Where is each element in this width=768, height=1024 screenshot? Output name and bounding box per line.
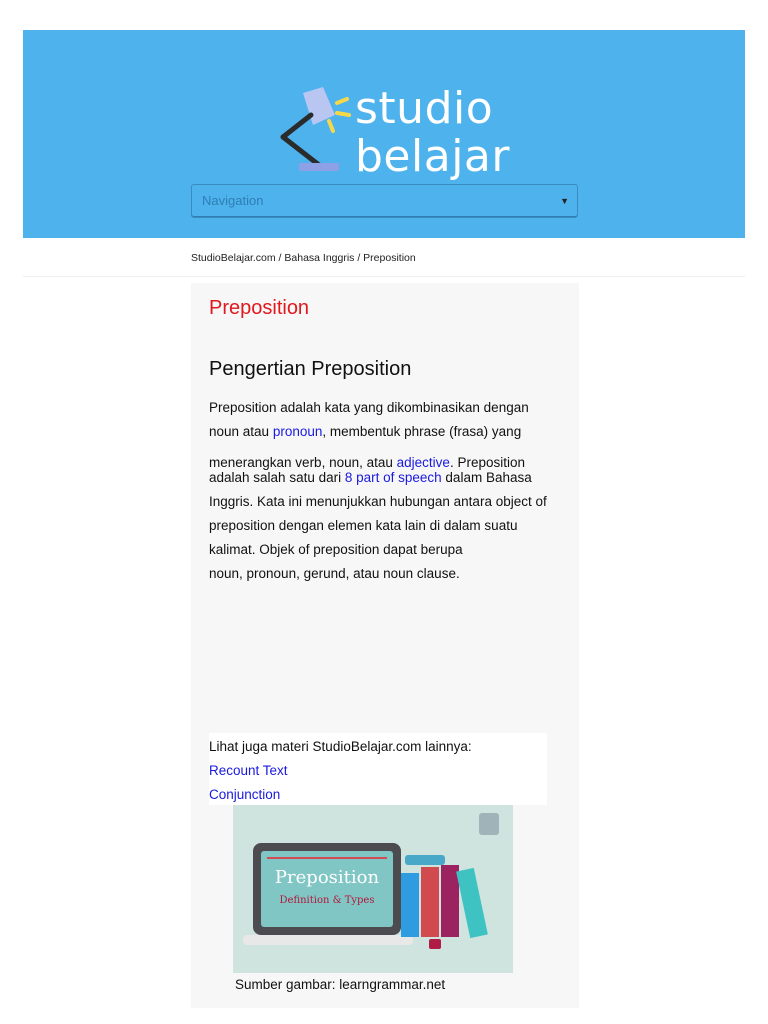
- chevron-down-icon: ▼: [560, 196, 569, 206]
- preposition-illustration: [233, 805, 513, 973]
- image-caption: Sumber gambar: learngrammar.net: [235, 977, 446, 992]
- paragraph-line: [209, 470, 532, 485]
- screen-subtitle: Definition & Types: [279, 895, 375, 906]
- logo-wordmark: [355, 85, 510, 181]
- paragraph-text: dalam Bahasa: [441, 470, 532, 485]
- laptop-books-icon: [233, 805, 513, 973]
- conjunction-link[interactable]: Conjunction: [209, 787, 281, 802]
- paragraph-line: kalimat. Objek of preposition dapat berupa: [209, 542, 463, 557]
- part-of-speech-link[interactable]: 8 part of speech: [344, 470, 442, 485]
- paragraph-line: [209, 424, 521, 439]
- paragraph-line: Preposition adalah kata yang dikombinasikan dengan: [209, 400, 529, 415]
- screen-title: Preposition: [274, 867, 380, 888]
- breadcrumb[interactable]: StudioBelajar.com / Bahasa Inggris / Preposition: [191, 252, 416, 264]
- logo-line-2: belajar: [355, 131, 510, 182]
- site-header: [23, 30, 745, 238]
- paragraph-text: menerangkan verb, noun, atau: [209, 455, 397, 470]
- related-box: [209, 733, 547, 805]
- paragraph-text: adalah salah satu dari: [209, 470, 345, 485]
- desk-lamp-icon: [275, 85, 355, 185]
- divider: [23, 276, 745, 277]
- paragraph-text: , membentuk phrase (frasa) yang: [322, 424, 522, 439]
- paragraph-line: Inggris. Kata ini menunjukkan hubungan antara object of: [209, 494, 547, 509]
- paragraph-text: . Preposition: [449, 455, 525, 470]
- adjective-link[interactable]: adjective: [396, 455, 450, 470]
- page-title: Preposition: [209, 297, 310, 319]
- paragraph-text: noun atau: [209, 424, 273, 439]
- logo-line-1: studio: [355, 83, 494, 134]
- navigation-select[interactable]: [191, 184, 578, 218]
- navigation-select-value: Navigation: [202, 193, 264, 208]
- studio-belajar-logo[interactable]: [275, 85, 545, 185]
- section-heading: Pengertian Preposition: [209, 358, 412, 380]
- pronoun-link[interactable]: pronoun: [272, 424, 323, 439]
- related-label: Lihat juga materi StudioBelajar.com lainnya:: [209, 739, 472, 754]
- paragraph-line: [209, 455, 525, 470]
- paragraph-line: noun, pronoun, gerund, atau noun clause.: [209, 566, 460, 581]
- recount-text-link[interactable]: Recount Text: [209, 763, 288, 778]
- article-card: [191, 283, 579, 1008]
- paragraph-line: preposition dengan elemen kata lain di dalam suatu: [209, 518, 518, 533]
